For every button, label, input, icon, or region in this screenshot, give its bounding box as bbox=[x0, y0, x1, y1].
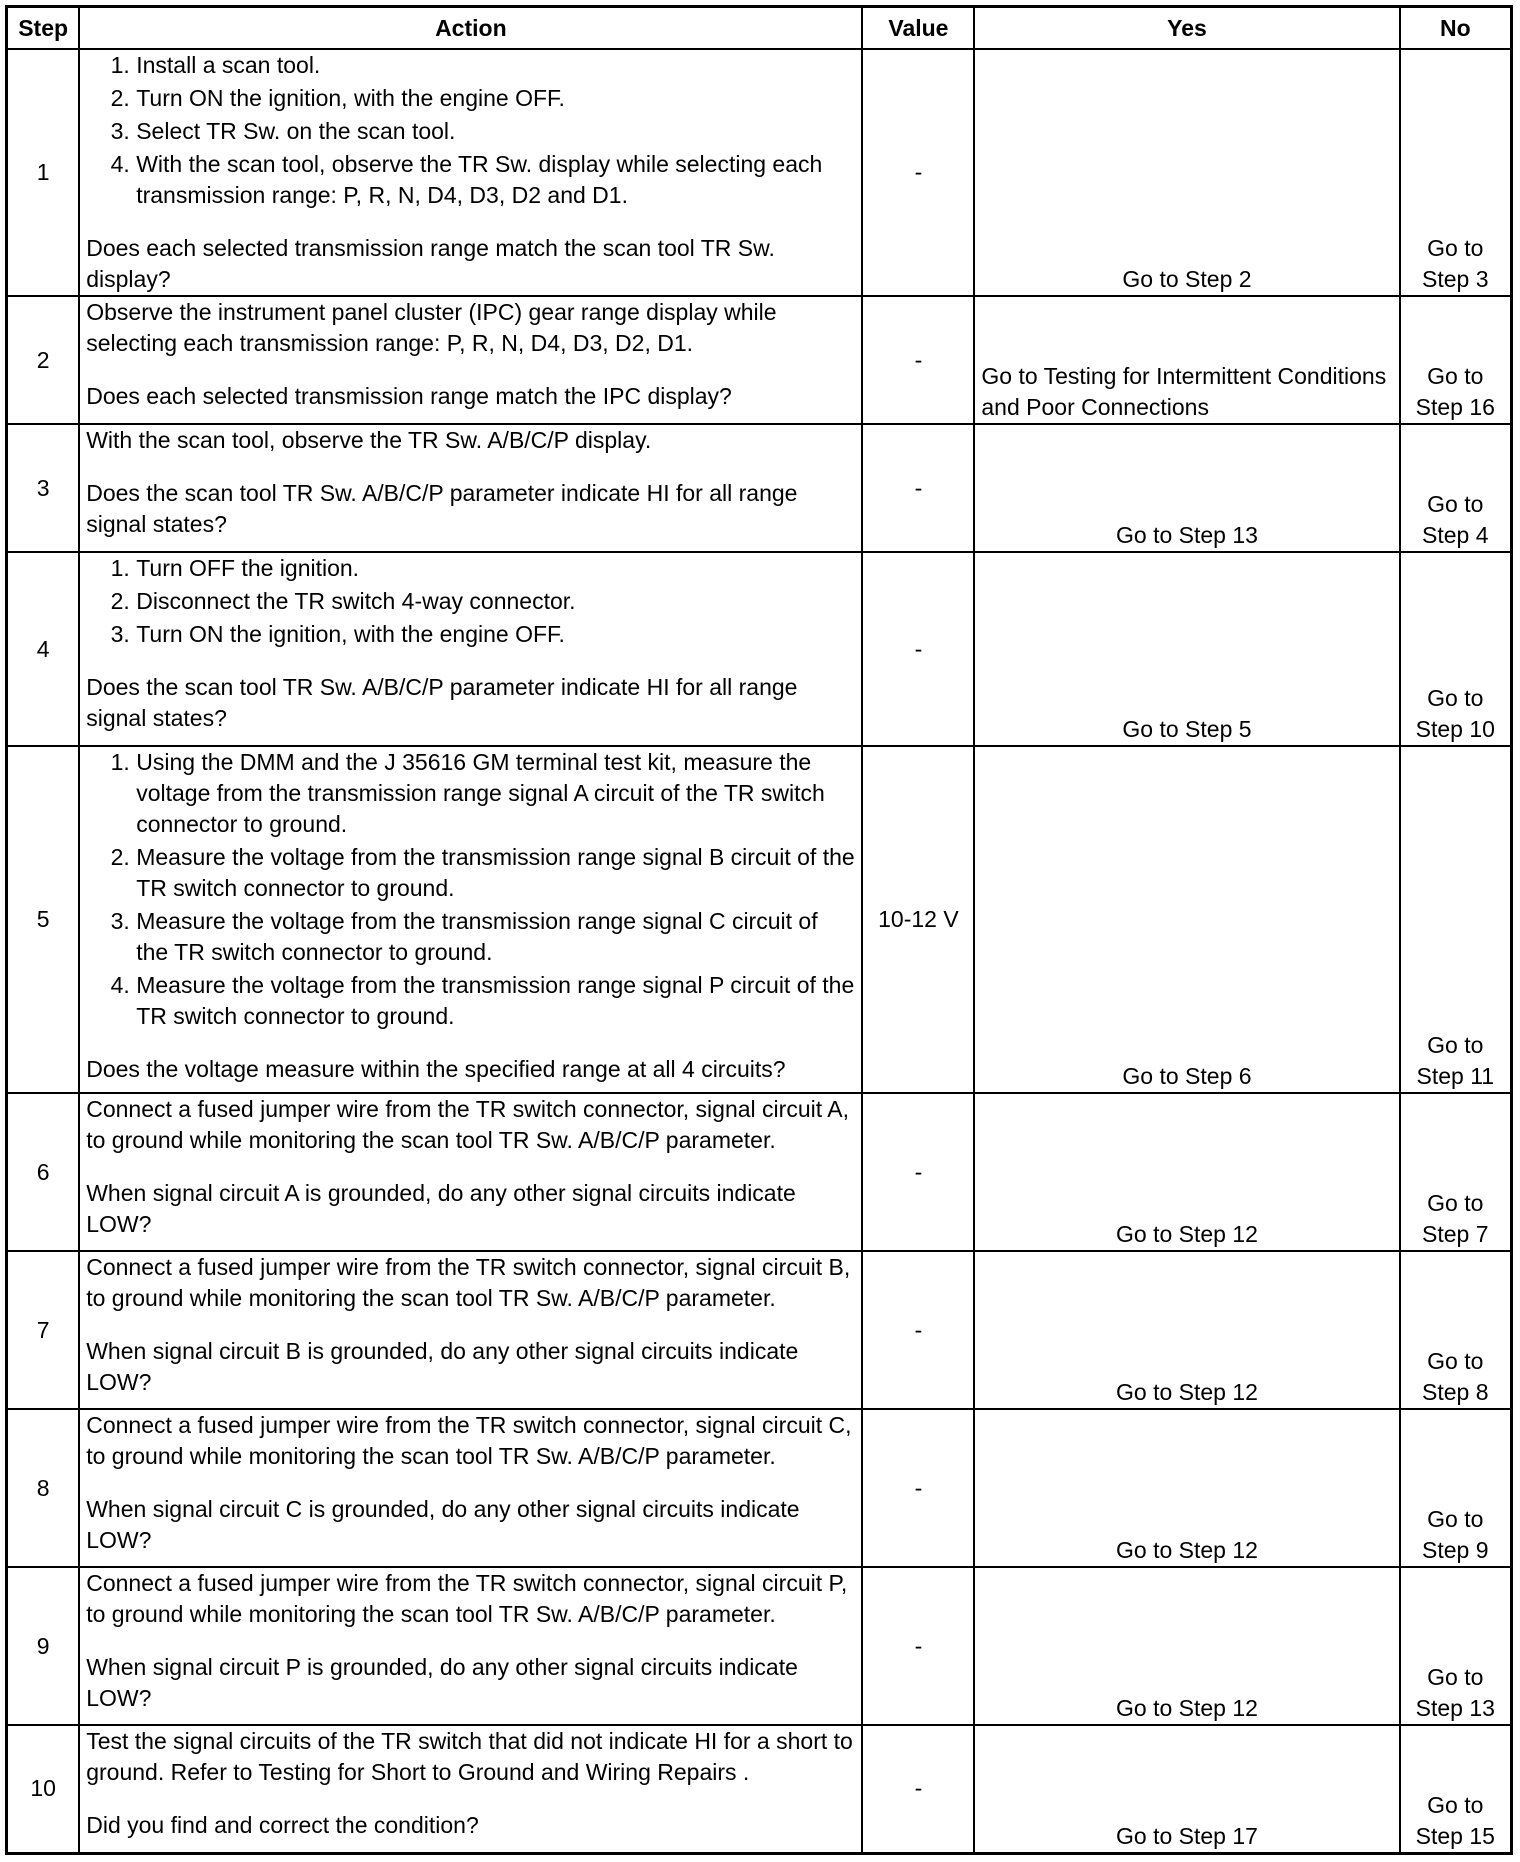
action-question: Did you find and correct the condition? bbox=[86, 1812, 479, 1838]
table-row bbox=[7, 424, 1512, 552]
no-cell: Go to Step 9 bbox=[1400, 1409, 1512, 1567]
table-row bbox=[7, 746, 1512, 1093]
no-cell: Go to Step 11 bbox=[1400, 746, 1512, 1093]
action-step: 1. Using the DMM and the J 35616 GM terminal test kit, measure the voltage from the transmission range signal A circuit of the TR switch connector to ground. bbox=[136, 747, 855, 840]
header-yes: Yes bbox=[974, 7, 1399, 50]
action-text: With the scan tool, observe the TR Sw. A/B/C/P display. bbox=[86, 427, 652, 453]
action-question: Does each selected transmission range match the scan tool TR Sw. display? bbox=[86, 235, 775, 292]
action-question: When signal circuit B is grounded, do any other signal circuits indicate LOW? bbox=[86, 1338, 799, 1395]
action-question: Does the scan tool TR Sw. A/B/C/P parameter indicate HI for all range signal states? bbox=[86, 674, 798, 731]
yes-cell: Go to Step 12 bbox=[974, 1093, 1399, 1251]
no-cell: Go to Step 16 bbox=[1400, 296, 1512, 424]
yes-cell: Go to Step 5 bbox=[974, 552, 1399, 746]
yes-cell: Go to Step 12 bbox=[974, 1567, 1399, 1725]
yes-cell: Go to Step 12 bbox=[974, 1251, 1399, 1409]
action-cell bbox=[79, 1725, 862, 1853]
action-step: 3. Measure the voltage from the transmission range signal C circuit of the TR switch connector to ground. bbox=[136, 906, 855, 968]
yes-cell: Go to Testing for Intermittent Conditions and Poor Connections bbox=[974, 296, 1399, 424]
action-text: Connect a fused jumper wire from the TR switch connector, signal circuit C, to ground while monitoring the scan tool TR Sw. A/B/C/P parameter. bbox=[86, 1412, 852, 1469]
action-step: 1. Install a scan tool. bbox=[136, 50, 855, 81]
action-cell bbox=[79, 552, 862, 746]
no-cell: Go to Step 3 bbox=[1400, 49, 1512, 296]
action-step: 2. Turn ON the ignition, with the engine OFF. bbox=[136, 83, 855, 114]
action-question: When signal circuit A is grounded, do any other signal circuits indicate LOW? bbox=[86, 1180, 796, 1237]
yes-cell: Go to Step 17 bbox=[974, 1725, 1399, 1853]
action-cell bbox=[79, 296, 862, 424]
no-cell: Go to Step 8 bbox=[1400, 1251, 1512, 1409]
step-number: 2 bbox=[7, 296, 80, 424]
action-step: 2. Disconnect the TR switch 4-way connector. bbox=[136, 586, 855, 617]
no-cell: Go to Step 10 bbox=[1400, 552, 1512, 746]
step-number: 4 bbox=[7, 552, 80, 746]
table-row bbox=[7, 552, 1512, 746]
action-step: 4. With the scan tool, observe the TR Sw. display while selecting each transmission range: P, R, N, D4, D3, D2 and D1. bbox=[136, 149, 855, 211]
step-number: 6 bbox=[7, 1093, 80, 1251]
value-cell: - bbox=[862, 552, 974, 746]
table-row bbox=[7, 49, 1512, 296]
action-cell bbox=[79, 1251, 862, 1409]
value-cell: - bbox=[862, 49, 974, 296]
action-cell bbox=[79, 49, 862, 296]
yes-cell: Go to Step 12 bbox=[974, 1409, 1399, 1567]
action-step: 3. Select TR Sw. on the scan tool. bbox=[136, 116, 855, 147]
value-cell: - bbox=[862, 1251, 974, 1409]
yes-cell: Go to Step 13 bbox=[974, 424, 1399, 552]
header-row bbox=[7, 7, 1512, 50]
action-text: Observe the instrument panel cluster (IPC) gear range display while selecting each transmission range: P, R, N, D4, D3, D2, D1. bbox=[86, 299, 777, 356]
action-cell bbox=[79, 1567, 862, 1725]
no-cell: Go to Step 13 bbox=[1400, 1567, 1512, 1725]
action-cell bbox=[79, 1409, 862, 1567]
action-steps bbox=[86, 50, 855, 211]
header-no: No bbox=[1400, 7, 1512, 50]
no-cell: Go to Step 4 bbox=[1400, 424, 1512, 552]
value-cell: - bbox=[862, 296, 974, 424]
header-step: Step bbox=[7, 7, 80, 50]
value-cell: - bbox=[862, 424, 974, 552]
action-question: Does each selected transmission range match the IPC display? bbox=[86, 383, 732, 409]
step-number: 1 bbox=[7, 49, 80, 296]
step-number: 3 bbox=[7, 424, 80, 552]
value-cell: - bbox=[862, 1409, 974, 1567]
value-cell: - bbox=[862, 1725, 974, 1853]
value-cell: - bbox=[862, 1093, 974, 1251]
action-text: Connect a fused jumper wire from the TR switch connector, signal circuit A, to ground while monitoring the scan tool TR Sw. A/B/C/P parameter. bbox=[86, 1096, 849, 1153]
header-value: Value bbox=[862, 7, 974, 50]
step-number: 10 bbox=[7, 1725, 80, 1853]
action-step: 1. Turn OFF the ignition. bbox=[136, 553, 855, 584]
table-row bbox=[7, 1251, 1512, 1409]
action-steps bbox=[86, 747, 855, 1032]
action-cell bbox=[79, 1093, 862, 1251]
action-cell bbox=[79, 424, 862, 552]
no-cell: Go to Step 7 bbox=[1400, 1093, 1512, 1251]
action-steps bbox=[86, 553, 855, 650]
action-question: Does the scan tool TR Sw. A/B/C/P parameter indicate HI for all range signal states? bbox=[86, 480, 798, 537]
yes-cell: Go to Step 6 bbox=[974, 746, 1399, 1093]
action-question: Does the voltage measure within the specified range at all 4 circuits? bbox=[86, 1056, 786, 1082]
table-row bbox=[7, 1567, 1512, 1725]
action-question: When signal circuit P is grounded, do any other signal circuits indicate LOW? bbox=[86, 1654, 798, 1711]
table-row bbox=[7, 1409, 1512, 1567]
action-step: 4. Measure the voltage from the transmission range signal P circuit of the TR switch connector to ground. bbox=[136, 970, 855, 1032]
action-step: 2. Measure the voltage from the transmission range signal B circuit of the TR switch connector to ground. bbox=[136, 842, 855, 904]
header-action: Action bbox=[79, 7, 862, 50]
action-text: Test the signal circuits of the TR switch that did not indicate HI for a short to ground. Refer to Testing for Short to Ground and Wiring Repairs . bbox=[86, 1728, 853, 1785]
action-text: Connect a fused jumper wire from the TR switch connector, signal circuit B, to ground while monitoring the scan tool TR Sw. A/B/C/P parameter. bbox=[86, 1254, 851, 1311]
yes-cell: Go to Step 2 bbox=[974, 49, 1399, 296]
diagnostic-table bbox=[5, 5, 1513, 1855]
step-number: 5 bbox=[7, 746, 80, 1093]
step-number: 7 bbox=[7, 1251, 80, 1409]
table-row bbox=[7, 296, 1512, 424]
action-cell bbox=[79, 746, 862, 1093]
action-step: 3. Turn ON the ignition, with the engine OFF. bbox=[136, 619, 855, 650]
table-row bbox=[7, 1725, 1512, 1853]
action-question: When signal circuit C is grounded, do any other signal circuits indicate LOW? bbox=[86, 1496, 800, 1553]
value-cell: - bbox=[862, 1567, 974, 1725]
step-number: 8 bbox=[7, 1409, 80, 1567]
step-number: 9 bbox=[7, 1567, 80, 1725]
value-cell: 10-12 V bbox=[862, 746, 974, 1093]
no-cell: Go to Step 15 bbox=[1400, 1725, 1512, 1853]
action-text: Connect a fused jumper wire from the TR switch connector, signal circuit P, to ground while monitoring the scan tool TR Sw. A/B/C/P parameter. bbox=[86, 1570, 848, 1627]
table-row bbox=[7, 1093, 1512, 1251]
